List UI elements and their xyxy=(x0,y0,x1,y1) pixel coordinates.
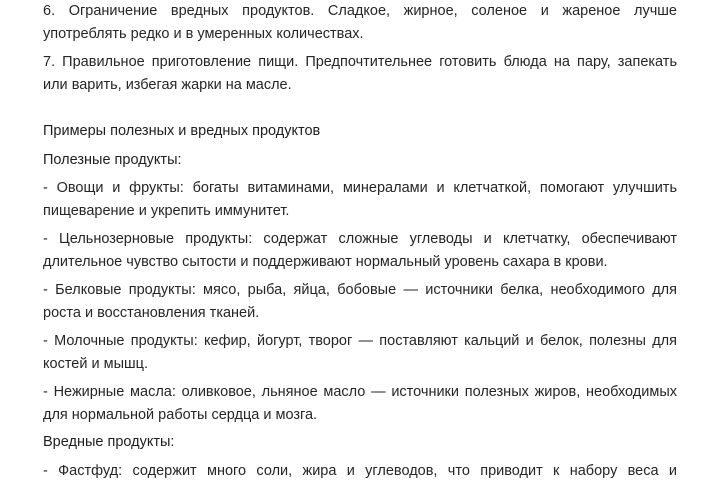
harmful-products-title: Вредные продукты xyxy=(43,434,171,450)
harmful-products-colon: : xyxy=(170,434,175,450)
healthy-item-vegetables: - Овощи и фрукты: богаты витаминами, минералами и клетчаткой, помогают улучшить пищеварение и укрепить иммунитет. xyxy=(43,180,677,219)
paragraph-item-6: 6. Ограничение вредных продуктов. Сладкое, жирное, соленое и жареное лучше употреблять редко и в умеренных количествах. xyxy=(43,3,677,42)
section-title: Примеры полезных и вредных продуктов xyxy=(43,123,321,139)
healthy-item-dairy: - Молочные продукты: кефир, йогурт, творог — поставляют кальций и белок, полезны для костей и мышц. xyxy=(43,333,677,372)
healthy-products-heading xyxy=(43,149,182,172)
healthy-item-protein: - Белковые продукты: мясо, рыба, яйца, бобовые — источники белка, необходимого для роста и восстановления тканей. xyxy=(43,282,677,321)
harmful-products-heading xyxy=(43,431,174,454)
harmful-item-fastfood: - Фастфуд: содержит много соли, жира и углеводов, что приводит к набору веса и xyxy=(43,463,677,479)
healthy-products-title: Полезные продукты xyxy=(43,152,178,168)
healthy-products-colon: : xyxy=(177,152,182,168)
healthy-item-wholegrain: - Цельнозерновые продукты: содержат сложные углеводы и клетчатку, обеспечивают длительное чувство сытости и поддерживают нормальный уровень сахара в крови. xyxy=(43,231,677,270)
healthy-item-oils: - Нежирные масла: оливковое, льняное масло — источники полезных жиров, необходимых для нормальной работы сердца и мозга. xyxy=(43,384,677,423)
paragraph-item-7: 7. Правильное приготовление пищи. Предпочтительнее готовить блюда на пару, запекать или варить, избегая жарки на масле. xyxy=(43,54,677,93)
